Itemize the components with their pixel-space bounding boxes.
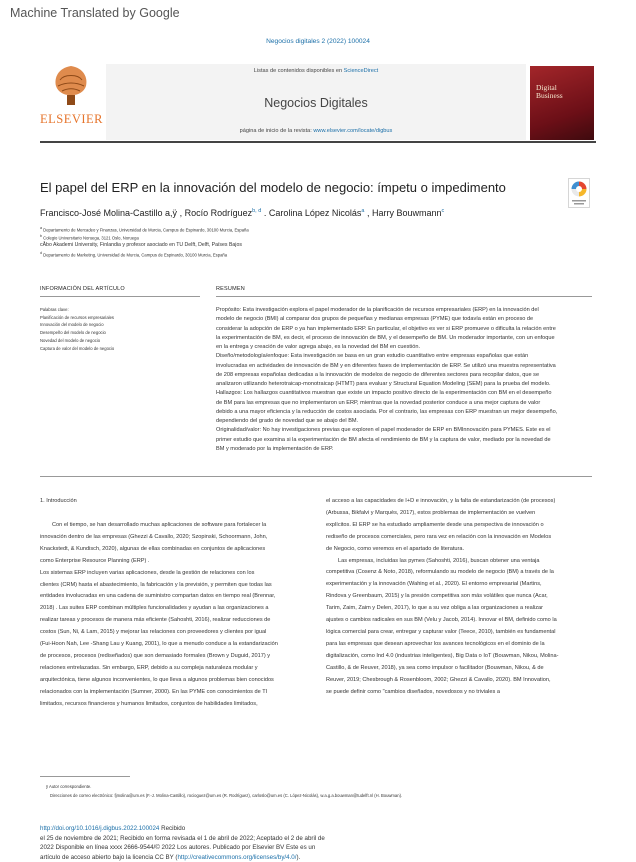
abstract-line: la experimentación de BM, es decir, el proceso de innovación de BM, y el desempeño de BM. Un moderador importante, con un enfoque <box>216 334 555 341</box>
author-name[interactable]: Francisco-José Molina-Castillo a,ÿ <box>40 208 178 218</box>
body-line: para las empresas que desean aprovechar los avances tecnológicos en el dominio de la <box>326 640 545 647</box>
body-line: como Enterprise Resource Planning (ERP) . <box>40 557 150 564</box>
abstract-line: Hallazgos: Los hallazgos cuantitativos muestran que existe un impacto positivo directo de la experimentación con BM en el desempeño <box>216 390 552 397</box>
body-line: Castillo, & de Reuver, 2018), ya sea como impulsor o facilitador (Bouwman, Nikou, & de <box>326 664 544 671</box>
abstract-text <box>216 306 592 454</box>
header-divider <box>40 141 596 143</box>
body-line: explícitos. El ERP se ha estudiado ampliamente desde una perspectiva de innovación o <box>326 521 544 528</box>
abstract-line: BM y moderado por la implementación de ERP. <box>216 445 334 452</box>
keywords-label: Palabras clave: <box>40 307 69 312</box>
abstract-heading: RESUMEN <box>216 286 245 292</box>
publication-notice: 2022 Disponible en línea xxxx 2666-9544/© 2022 Los autores. Publicado por Elsevier BV Este es un <box>40 844 316 852</box>
license-notice: artículo de acceso abierto bajo la licencia CC BY (http://creativecommons.org/licenses/by/4.0/). <box>40 853 301 861</box>
cover-title: Digital Business <box>536 83 563 100</box>
body-line: arquitectónica, tiene algunos inconvenientes, lo que lleva a algunos problemas bien conocidos <box>40 676 274 683</box>
publisher-wordmark: ELSEVIER <box>40 112 104 126</box>
abstract-line: primer estudio que examina si la experimentación de BM afecta el rendimiento de BM y la captura de valor, mediado por la novedad de <box>216 436 551 443</box>
body-line: entidades involucradas en una cadena de suministro compartan datos en tiempo real (Brennar, <box>40 593 276 600</box>
body-line: costos (Sun, Ni, & Lam, 2015) y mejorar las relaciones con proveedores y clientes por igual <box>40 629 267 636</box>
body-line: digitalización, como Ind 4.0 (industrias inteligentes), Big Data o IoT (Bouwman, Nikou, Molina- <box>326 652 559 659</box>
section-heading: 1. Introducción <box>40 498 77 504</box>
body-line: lógica comercial para crear, entregar y capturar valor (Teece, 2010), también es fundamental <box>326 628 556 635</box>
keyword: Desempeño del modelo de negocio <box>40 330 106 336</box>
affiliation-marker[interactable]: b, d <box>252 208 262 214</box>
affiliation: $^d$ Departamento de Marketing, Universidad de Murcia, Campus de Espinardo, 30100 Murcia, España <box>40 251 228 258</box>
journal-homepage-link[interactable]: www.elsevier.com/locate/digbus <box>313 128 393 134</box>
body-line: Los sistemas ERP incluyen varias aplicaciones, desde la gestión de relaciones con los <box>40 569 255 576</box>
footnotes <box>40 782 580 800</box>
body-line: de procesos, procesos (rediseñados) que son demasiado formales (Brown y Duguid, 2017) y <box>40 652 271 659</box>
body-line: rediseño de procesos comerciales, pero rara vez en relación con la innovación en Modelos <box>326 533 552 540</box>
publisher-logo[interactable] <box>40 62 102 134</box>
abstract-line: Propósito: Esta investigación explora el papel moderador de la planificación de recursos empresariales (ERP) en la innovación del <box>216 307 539 313</box>
body-line: ajustes o cambios radicales en sus BM (Velu y Jacob, 2014). Innovar el BM, definido como la <box>326 617 557 624</box>
abstract-line: en la entrega y creación de valor agrega abajo, es la novedad del BM en cuestión. <box>216 344 420 350</box>
email-addresses: Direcciones de correo electrónico: fjmolina@um.es (F.-J. Molina-Castillo), rocioguez@um.es (R. Rodríguez), carloslo@um.es (C. López-Nicolás), w.a.g.a.bouwman@tudelft.nl (H. Bouwman). <box>50 793 403 798</box>
body-line: Rindova y Greenbaum, 2015) y la presión competitiva son más volátiles que nunca (Acar, <box>326 593 548 600</box>
article-footer: http://doi.org/10.1016/j.digbus.2022.100024 Recibido el 25 de noviembre de 2021; Recibido en forma revisada el 1 de abril de 2022; Aceptado el 2 de abril de 2022 Disponible en línea xxxx 2666-9544/© 2022 Los autores. Publicado por Elsevier BV Este es un artículo de acceso abierto bajo la licencia CC BY (http://creativecommons.org/licenses/by/4.0/). <box>40 824 340 862</box>
keyword: Novedad del modelo de negocio <box>40 337 101 343</box>
doi-link[interactable]: http://doi.org/10.1016/j.digbus.2022.100024 <box>40 825 160 832</box>
body-line: competitiva (Cosenz & Noto, 2018), reformulando su modelo de negocio (BM) a través de la <box>326 569 554 576</box>
journal-homepage: página de inicio de la revista: www.elsevier.com/locate/digbus <box>239 128 393 134</box>
journal-title: Negocios Digitales <box>264 96 368 110</box>
affiliation-marker[interactable]: a <box>361 208 365 214</box>
license-link[interactable]: http://creativecommons.org/licenses/by/4.0/ <box>177 853 297 861</box>
abstract-line: modelo de negocio (BMI) al comparar dos grupos de pequeñas y medianas empresas (PYME) que todavía están en proceso de <box>216 316 534 323</box>
body-line: Las empresas, incluidas las pymes (Sahoshti, 2016), buscan obtener una ventaja <box>338 557 540 564</box>
body-line: Con el tiempo, se han desarrollado muchas aplicaciones de software para fortalecer la <box>52 522 267 528</box>
abstract-line: Diseño/metodología/enfoque: Esta investigación se basa en un gran estudio cuantitativo entre empresas españolas que están <box>216 353 529 360</box>
body-right-column <box>326 496 596 698</box>
body-line: de Negocio, como veremos en el apartado de literatura. <box>326 545 465 552</box>
keywords-block <box>40 306 200 352</box>
body-line: Knackstedt, & Kundisch, 2020), algunas de ellas combinadas en conjuntos de aplicaciones <box>40 545 266 552</box>
abstract-bottom-divider <box>40 476 592 477</box>
article-info-divider <box>40 296 200 297</box>
contents-availability: Listas de contenidos disponibles en ScienceDirect <box>253 68 379 74</box>
sciencedirect-link[interactable]: ScienceDirect <box>343 68 379 74</box>
body-line: Tarim, Zaim, Zaim y Delen, 2017), lo que a su vez obliga a las organizaciones a realizar <box>326 605 544 612</box>
author-name[interactable]: . Carolina López Nicolás <box>263 208 362 218</box>
affiliation: cÅbo Akademi University, Finlandia y profesor asociado en TU Delft, Delft, Países Bajos <box>40 242 242 248</box>
crossmark-icon[interactable] <box>568 178 590 208</box>
body-left-column <box>40 520 310 711</box>
journal-cover-image[interactable] <box>530 66 594 140</box>
body-line: (Arbussa, Bikfalvi y Marquès, 2017), estos problemas de implementación se vuelven <box>326 509 536 516</box>
body-line: experimentación y la innovación (Wahing et al., 2020). El entorno empresarial (Martins, <box>326 581 542 588</box>
received-dates: el 25 de noviembre de 2021; Recibido en forma revisada el 1 de abril de 2022; Aceptado el 2 de abril de <box>40 834 325 842</box>
article-info-heading: INFORMACIÓN DEL ARTÍCULO <box>40 286 125 292</box>
body-line: clientes (CRM) hasta el abastecimiento, la fabricación y la previsión, y permiten que todas las <box>40 581 272 588</box>
abstract-line: dependiendo del grado de novedad que se abajo del BM. <box>216 418 359 424</box>
abstract-line: considerar la adopción de ERP o ya han implementado ERP. En particular, el objetivo es ver si ERP promueve o dificulta la relación entre <box>216 325 556 332</box>
body-line: el acceso a las capacidades de I+D e innovación, y la falta de estandarización (de procesos) <box>326 498 556 504</box>
abstract-line: de 208 empresas españolas dedicadas a la innovación de modelos de negocio de diferentes sectores para recopilar datos, que se <box>216 371 540 378</box>
corresponding-author-note: ÿ Autor correspondiente. <box>46 784 92 789</box>
article-title: El papel del ERP en la innovación del modelo de negocio: ímpetu o impedimento <box>40 180 506 195</box>
author-name[interactable]: , Harry Bouwmann <box>366 208 442 218</box>
elsevier-tree-icon <box>48 62 94 108</box>
abstract-line: Originalidad/valor: No hay investigaciones previas que exploren el papel moderador de ERP en BMInnovación para PYMES. Este es el <box>216 427 551 434</box>
affiliation: $^b$ Colegio Universitario Noruega, 3121 Oslo, Noruega <box>40 234 139 241</box>
author-list <box>40 208 444 218</box>
abstract-line: de BM para las empresas que no implementaron un ERP, mientras que la novedad posterior conduce a una mejor captura de valor <box>216 399 541 406</box>
abstract-divider <box>216 296 592 297</box>
body-line: se puede definir como "cambios diseñados, novedosos y no triviales a <box>326 688 500 695</box>
machine-translation-banner: Machine Translated by Google <box>10 6 180 20</box>
body-line: innovación dentro de las empresas (Ghezzi & Cavallo, 2020; Szopinski, Schoormann, John, <box>40 533 268 540</box>
keyword: Innovación del modelo de negocio <box>40 322 104 328</box>
journal-reference[interactable]: Negocios digitales 2 (2022) 100024 <box>266 38 370 45</box>
body-line: 2018) . Las suites ERP combinan múltiples funcionalidades y ayudan a las organizaciones a <box>40 605 269 612</box>
body-line: limitados, recursos financieros y humanos limitados, conjuntos de habilidades limitados, <box>40 700 258 707</box>
affiliation-marker[interactable]: c <box>441 208 445 214</box>
body-line: (Fui-Hoon Nah, Lee -Shang Lau y Kuang, 2001), lo que a menudo conduce a la estandarización <box>40 641 278 648</box>
footnote-divider <box>40 776 130 777</box>
body-line: relaciones entrelazadas. Sin embargo, ERP, debido a su compleja naturaleza modular y <box>40 664 258 671</box>
author-name[interactable]: , Rocío Rodríguez <box>179 208 253 218</box>
abstract-line: analizaron utilizando heterotraicap-monotraicap (HTMT) para evaluar y Structural Equation Modeling (SEM) para la prueba del modelo. <box>216 381 551 387</box>
body-line: realizar tareas y procesos de manera más eficiente (Sahoshti, 2016), realizar reducciones de <box>40 617 271 624</box>
body-line: Reuver, 2019; Chesbrough & Rosenbloom, 2002; Ghezzi & Cavallo, 2020). BM Innovation, <box>326 676 551 683</box>
body-line: relacionados con la implementación (Sumner, 2000). En las PYME con conocimientos de TI <box>40 688 268 695</box>
abstract-line: debido a una mayor eficiencia y la reducción de costos asociada. Por el contrario, las empresas con ERP muestran un mejor desempeño, <box>216 408 558 415</box>
keyword: Captura de valor del modelo de negocio <box>40 345 115 351</box>
affiliation: $^a$ Departamento de Mercadeo y Finanzas, Universidad de Murcia, Campus de Espinardo, 30100 Murcia, España <box>40 226 249 233</box>
abstract-line: involucradas en actividades de innovación de BM y en diferentes fases de implementación de ERP. Se utilizó una muestra representativa <box>216 362 556 369</box>
keyword: Planificación de recursos empresariales <box>40 314 115 320</box>
